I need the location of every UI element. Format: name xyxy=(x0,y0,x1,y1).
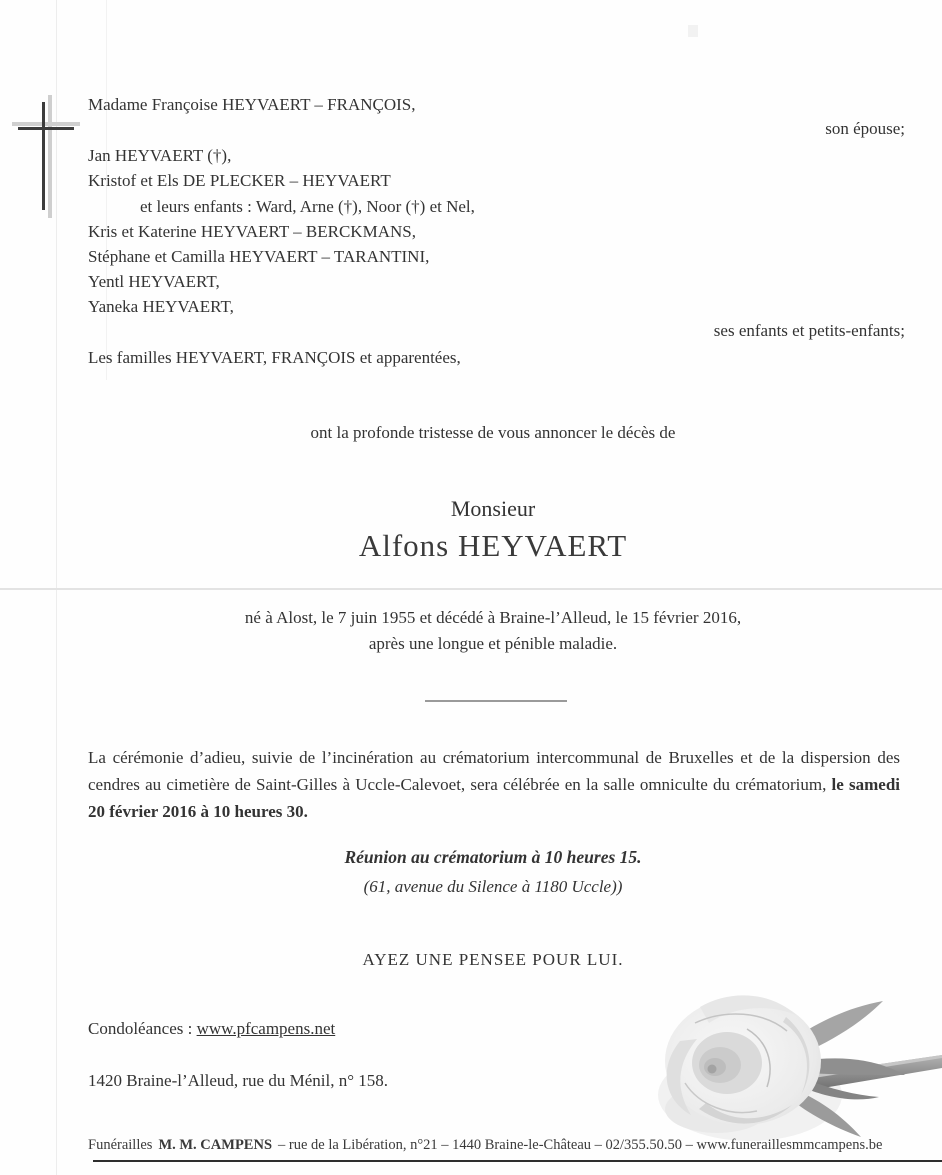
rose-photo xyxy=(655,983,942,1151)
family-member-line-indented: et leurs enfants : Ward, Arne (†), Noor (†) et Nel, xyxy=(140,197,475,216)
announcement-sentence: ont la profonde tristesse de vous annoncer le décès de xyxy=(310,423,676,442)
section-divider-rule xyxy=(425,700,567,702)
cross-horizontal-bar xyxy=(18,127,74,130)
cross-vertical-bar xyxy=(42,102,45,210)
families-line: Les familles HEYVAERT, FRANÇOIS et apparentées, xyxy=(88,348,461,367)
children-relation-label: ses enfants et petits-enfants; xyxy=(713,321,905,340)
cross-shadow-horizontal xyxy=(12,122,80,126)
funeral-home-footer xyxy=(88,1134,882,1156)
ceremony-paragraph xyxy=(88,744,900,825)
footer-prefix: Funérailles xyxy=(88,1137,153,1153)
home-address-line: 1420 Braine-l’Alleud, rue du Ménil, n° 158. xyxy=(88,1071,388,1090)
meeting-address-line: (61, avenue du Silence à 1180 Uccle)) xyxy=(363,877,623,896)
cross-shadow-vertical xyxy=(48,95,52,218)
family-member-line: Yaneka HEYVAERT, xyxy=(88,297,234,316)
spouse-name-line: Madame Françoise HEYVAERT – FRANÇOIS, xyxy=(88,95,416,114)
family-member-line: Yentl HEYVAERT, xyxy=(88,272,220,291)
deceased-name: Alfons HEYVAERT xyxy=(358,528,628,563)
family-member-line: Kris et Katerine HEYVAERT – BERCKMANS, xyxy=(88,222,416,241)
footer-company-name: M. M. CAMPENS xyxy=(158,1137,273,1153)
tribute-line: AYEZ UNE PENSEE POUR LUI. xyxy=(362,950,624,969)
illness-line: après une longue et pénible maladie. xyxy=(368,634,618,653)
condolences-line xyxy=(88,1018,335,1040)
condolences-label: Condoléances : xyxy=(88,1019,197,1038)
ceremony-datetime: le samedi 20 février 2016 à 10 heures 30. xyxy=(88,775,901,821)
meeting-line: Réunion au crématorium à 10 heures 15. xyxy=(344,847,642,867)
ceremony-text: La cérémonie d’adieu, suivie de l’incinération au crématorium intercommunal de Bruxelles et de la dispersion des cendres au cimetière de Saint-Gilles à Uccle-Calevoet, sera célébrée en la salle omniculte du crématorium, xyxy=(88,748,900,794)
scan-artifact-mark xyxy=(688,25,698,37)
life-dates-line: né à Alost, le 7 juin 1955 et décédé à Braine-l’Alleud, le 15 février 2016, xyxy=(244,608,742,627)
family-member-line: Kristof et Els DE PLECKER – HEYVAERT xyxy=(88,171,391,190)
family-member-line: Jan HEYVAERT (†), xyxy=(88,146,232,165)
spouse-relation-label: son épouse; xyxy=(825,119,905,138)
condolences-url: www.pfcampens.net xyxy=(196,1019,336,1038)
footer-details: – rue de la Libération, n°21 – 1440 Braine-le-Château – 02/355.50.50 – www.funeraillesmmcampens.be xyxy=(278,1137,883,1153)
deceased-title: Monsieur xyxy=(450,496,536,521)
family-member-line: Stéphane et Camilla HEYVAERT – TARANTINI, xyxy=(88,247,430,266)
scan-fold-line-horizontal xyxy=(0,588,942,590)
bottom-border-rule xyxy=(93,1160,942,1162)
